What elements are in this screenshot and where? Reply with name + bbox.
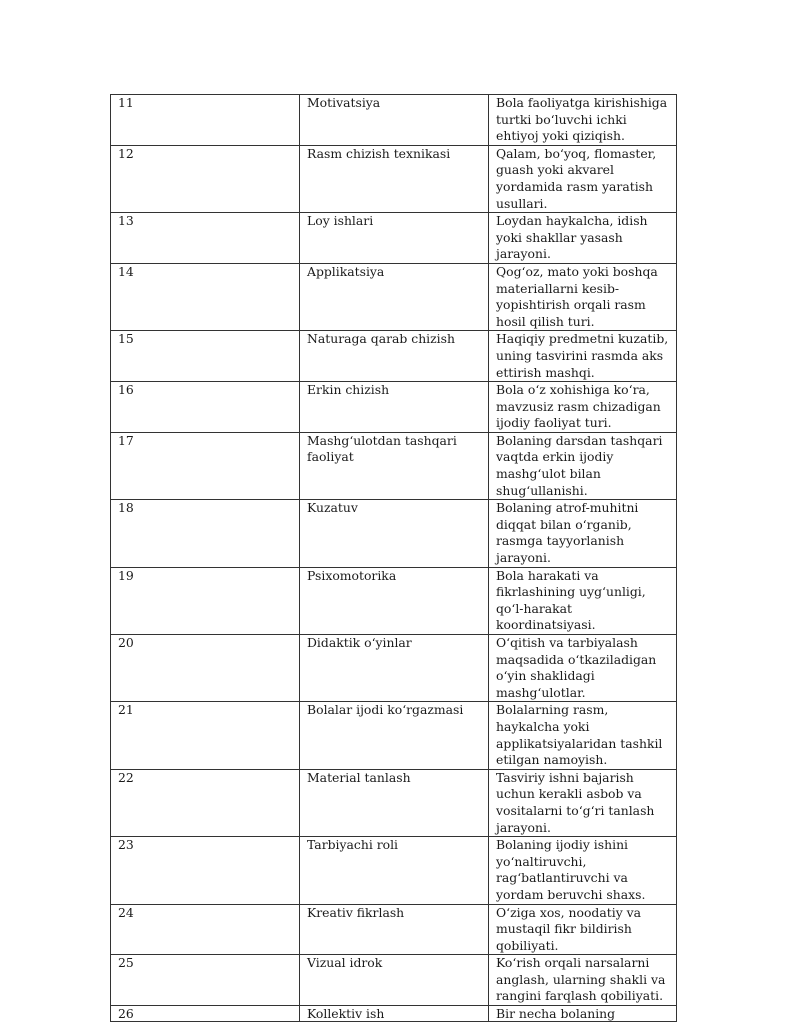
table-row [111,382,677,433]
term-cell: Vizual idrok [300,955,489,1006]
table-row [111,702,677,769]
table-row [111,145,677,212]
definition-cell: Tasviriy ishni bajarish uchun kerakli asbob va vositalarni to‘g‘ri tanlash jarayoni. [489,769,677,836]
term-cell: Bolalar ijodi ko‘rgazmasi [300,702,489,769]
row-number-cell: 18 [111,500,300,567]
term-cell: Psixomotorika [300,567,489,634]
term-cell: Tarbiyachi roli [300,837,489,904]
row-number-cell: 11 [111,95,300,146]
term-cell: Material tanlash [300,769,489,836]
definition-cell: Bolalarning rasm, haykalcha yoki applikatsiyalaridan tashkil etilgan namoyish. [489,702,677,769]
glossary-table [110,94,677,1022]
term-cell: Motivatsiya [300,95,489,146]
term-cell: Loy ishlari [300,213,489,264]
table-row [111,837,677,904]
term-cell: Naturaga qarab chizish [300,331,489,382]
row-number-cell: 13 [111,213,300,264]
row-number-cell: 17 [111,432,300,499]
term-cell: Erkin chizish [300,382,489,433]
term-cell: Applikatsiya [300,263,489,330]
table-row [111,955,677,1006]
definition-cell: Bolaning ijodiy ishini yo‘naltiruvchi, rag‘batlantiruvchi va yordam beruvchi shaxs. [489,837,677,904]
definition-cell: Qalam, bo‘yoq, flomaster, guash yoki akvarel yordamida rasm yaratish usullari. [489,145,677,212]
table-row [111,213,677,264]
definition-cell: Haqiqiy predmetni kuzatib, uning tasvirini rasmda aks ettirish mashqi. [489,331,677,382]
row-number-cell: 12 [111,145,300,212]
table-row [111,769,677,836]
row-number-cell: 14 [111,263,300,330]
row-number-cell: 21 [111,702,300,769]
definition-cell: Ko‘rish orqali narsalarni anglash, ularning shakli va rangini farqlash qobiliyati. [489,955,677,1006]
definition-cell: O‘ziga xos, noodatiy va mustaqil fikr bildirish qobiliyati. [489,904,677,955]
term-cell: Kollektiv ish [300,1006,489,1022]
definition-cell: Bola harakati va fikrlashining uyg‘unligi, qo‘l-harakat koordinatsiyasi. [489,567,677,634]
glossary-table-body [111,95,677,1022]
table-row [111,331,677,382]
row-number-cell: 20 [111,635,300,702]
term-cell: Didaktik o‘yinlar [300,635,489,702]
row-number-cell: 26 [111,1006,300,1022]
definition-cell: Bolaning darsdan tashqari vaqtda erkin ijodiy mashg‘ulot bilan shug‘ullanishi. [489,432,677,499]
row-number-cell: 19 [111,567,300,634]
definition-cell: O‘qitish va tarbiyalash maqsadida o‘tkaziladigan o‘yin shaklidagi mashg‘ulotlar. [489,635,677,702]
row-number-cell: 16 [111,382,300,433]
definition-cell: Bola faoliyatga kirishishiga turtki bo‘luvchi ichki ehtiyoj yoki qiziqish. [489,95,677,146]
term-cell: Mashg‘ulotdan tashqari faoliyat [300,432,489,499]
table-row [111,904,677,955]
definition-cell: Bola o‘z xohishiga ko‘ra, mavzusiz rasm chizadigan ijodiy faoliyat turi. [489,382,677,433]
table-row [111,567,677,634]
definition-cell: Qog‘oz, mato yoki boshqa materiallarni kesib-yopishtirish orqali rasm hosil qilish turi. [489,263,677,330]
row-number-cell: 23 [111,837,300,904]
term-cell: Rasm chizish texnikasi [300,145,489,212]
table-row [111,95,677,146]
table-row [111,432,677,499]
term-cell: Kreativ fikrlash [300,904,489,955]
row-number-cell: 15 [111,331,300,382]
row-number-cell: 24 [111,904,300,955]
row-number-cell: 25 [111,955,300,1006]
definition-cell: Bir necha bolaning [489,1006,677,1022]
table-row [111,263,677,330]
definition-cell: Bolaning atrof-muhitni diqqat bilan o‘rganib, rasmga tayyorlanish jarayoni. [489,500,677,567]
term-cell: Kuzatuv [300,500,489,567]
row-number-cell: 22 [111,769,300,836]
table-row [111,500,677,567]
table-row [111,1006,677,1022]
table-row [111,635,677,702]
definition-cell: Loydan haykalcha, idish yoki shakllar yasash jarayoni. [489,213,677,264]
